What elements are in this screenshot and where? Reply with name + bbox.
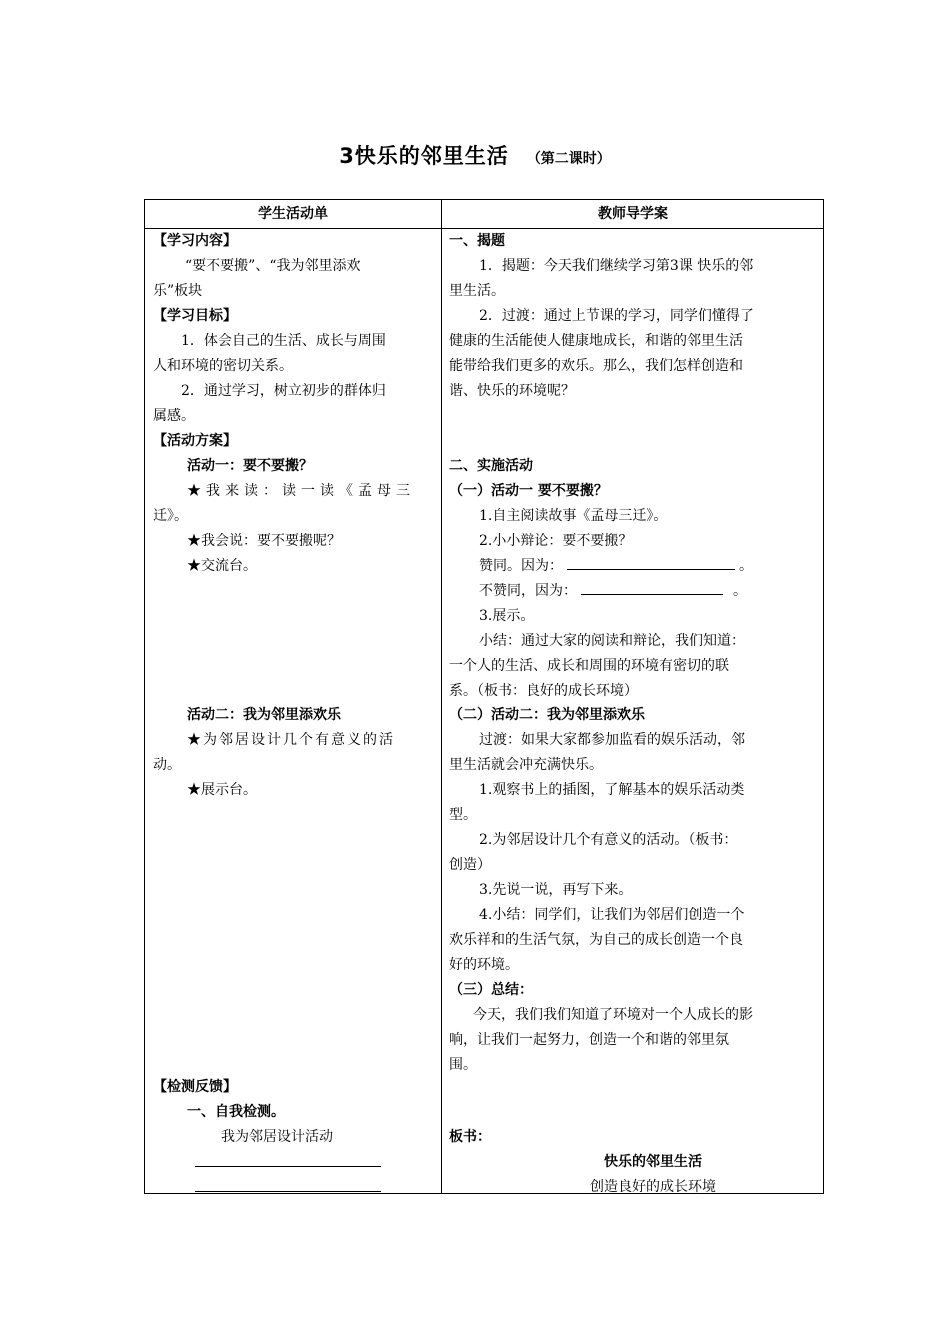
section2-title: 二、实施活动 <box>449 458 533 474</box>
disagree-reason-blank[interactable] <box>581 580 723 595</box>
a2-step-3: 3.先说一说，再写下来。 <box>479 882 633 898</box>
summary-line-1: 今天，我们我们知道了环境对一个人成长的影 <box>473 1007 753 1023</box>
lesson-title: 3快乐的邻里生活 <box>339 144 509 168</box>
board-label: 板书： <box>449 1129 491 1145</box>
a1-summary-line-1: 小结：通过大家的阅读和辩论，我们知道： <box>479 633 745 649</box>
agree-period: 。 <box>739 558 753 574</box>
header-teacher: 教师导学案 <box>598 206 668 222</box>
s1-p1-line-2: 里生活。 <box>449 283 505 299</box>
lesson-table <box>144 199 824 1194</box>
summary-line-2: 响，让我们一起努力，创造一个和谐的邻里氛 <box>449 1032 729 1048</box>
a1-step-3: 3.展示。 <box>479 608 535 624</box>
activity1-read-line-1: ★我来读：读一读《孟母三 <box>187 483 415 499</box>
activity2-heading: （二）活动二：我为邻里添欢乐 <box>449 707 645 723</box>
table-header <box>145 200 823 229</box>
agree-reason-blank[interactable] <box>567 555 735 570</box>
a1-agree-row <box>449 554 817 579</box>
goal2-line-2: 属感。 <box>153 408 195 424</box>
board-line: 创造良好的成长环境 <box>590 1179 716 1195</box>
answer-line-1 <box>195 1166 381 1167</box>
board-title: 快乐的邻里生活 <box>604 1154 702 1170</box>
activity1-heading: （一）活动一 要不要搬？ <box>449 483 608 499</box>
a1-step-2: 2.小小辩论：要不要搬？ <box>479 533 633 549</box>
a2-step-4-line-2: 欢乐祥和的生活气氛，为自己的成长创造一个良 <box>449 932 743 948</box>
heading-content: 【学习内容】 <box>153 233 237 249</box>
activity1-title: 活动一：要不要搬？ <box>187 458 313 474</box>
a2-step-1-line-2: 型。 <box>449 807 477 823</box>
summary-line-3: 围。 <box>449 1057 477 1073</box>
goal2-line-1: 2．通过学习，树立初步的群体归 <box>181 383 386 399</box>
activity1-read-line-2: 迁》。 <box>153 508 188 524</box>
heading-goal: 【学习目标】 <box>153 308 237 324</box>
self-check-title: 一、自我检测。 <box>187 1104 285 1120</box>
activity2-design-line-1: ★为邻居设计几个有意义的活 <box>187 732 395 748</box>
a1-step-1: 1.自主阅读故事《孟母三迁》。 <box>479 508 668 524</box>
activity1-say: ★我会说：要不要搬呢？ <box>187 533 341 549</box>
disagree-period: 。 <box>733 583 747 599</box>
a2-step-2-line-2: 创造） <box>449 857 491 873</box>
s1-p2-line-3: 能带给我们更多的欢乐。那么，我们怎样创造和 <box>449 358 743 374</box>
a1-disagree-label: 不赞同，因为： <box>479 583 577 599</box>
self-check-task: 我为邻居设计活动 <box>221 1129 333 1145</box>
a2-step-2-line-1: 2.为邻居设计几个有意义的活动。（板书： <box>479 832 738 848</box>
a2-transition-line-2: 里生活就会冲充满快乐。 <box>449 757 603 773</box>
header-student: 学生活动单 <box>258 206 328 222</box>
lesson-period: （第二课时） <box>526 151 611 167</box>
summary-heading: （三）总结： <box>449 982 533 998</box>
heading-plan: 【活动方案】 <box>153 433 237 449</box>
a1-summary-line-2: 一个人的生活、成长和周围的环境有密切的联 <box>449 658 729 674</box>
a2-transition-line-1: 过渡：如果大家都参加监看的娱乐活动，邻 <box>479 732 745 748</box>
s1-p1-line-1: 1．揭题：今天我们继续学习第3课 快乐的邻 <box>479 258 754 274</box>
heading-feedback: 【检测反馈】 <box>153 1079 237 1095</box>
content-line-2: 乐”板块 <box>153 283 203 299</box>
a1-disagree-row <box>449 579 817 604</box>
answer-line-2 <box>195 1191 381 1192</box>
goal1-line-2: 人和环境的密切关系。 <box>153 358 293 374</box>
a1-agree-label: 赞同。因为： <box>479 558 563 574</box>
activity1-share: ★交流台。 <box>187 558 257 574</box>
goal1-line-1: 1．体会自己的生活、成长与周围 <box>181 333 386 349</box>
a2-step-4-line-3: 好的环境。 <box>449 957 519 973</box>
page-title <box>0 140 950 170</box>
a2-step-4-line-1: 4.小结：同学们，让我们为邻居们创造一个 <box>479 907 745 923</box>
column-divider <box>441 200 442 1193</box>
activity2-title: 活动二：我为邻里添欢乐 <box>187 707 341 723</box>
activity2-design-line-2: 动。 <box>153 757 181 773</box>
s1-p2-line-2: 健康的生活能使人健康地成长，和谐的邻里生活 <box>449 333 743 349</box>
content-line-1: “要不要搬”、“我为邻里添欢 <box>185 258 361 274</box>
activity2-show: ★展示台。 <box>187 782 257 798</box>
section1-title: 一、揭题 <box>449 233 505 249</box>
s1-p2-line-4: 谐、快乐的环境呢？ <box>449 383 575 399</box>
a1-summary-line-3: 系。（板书：良好的成长环境） <box>449 683 638 699</box>
a2-step-1-line-1: 1.观察书上的插图，了解基本的娱乐活动类 <box>479 782 745 798</box>
s1-p2-line-1: 2．过渡：通过上节课的学习，同学们懂得了 <box>479 308 754 324</box>
